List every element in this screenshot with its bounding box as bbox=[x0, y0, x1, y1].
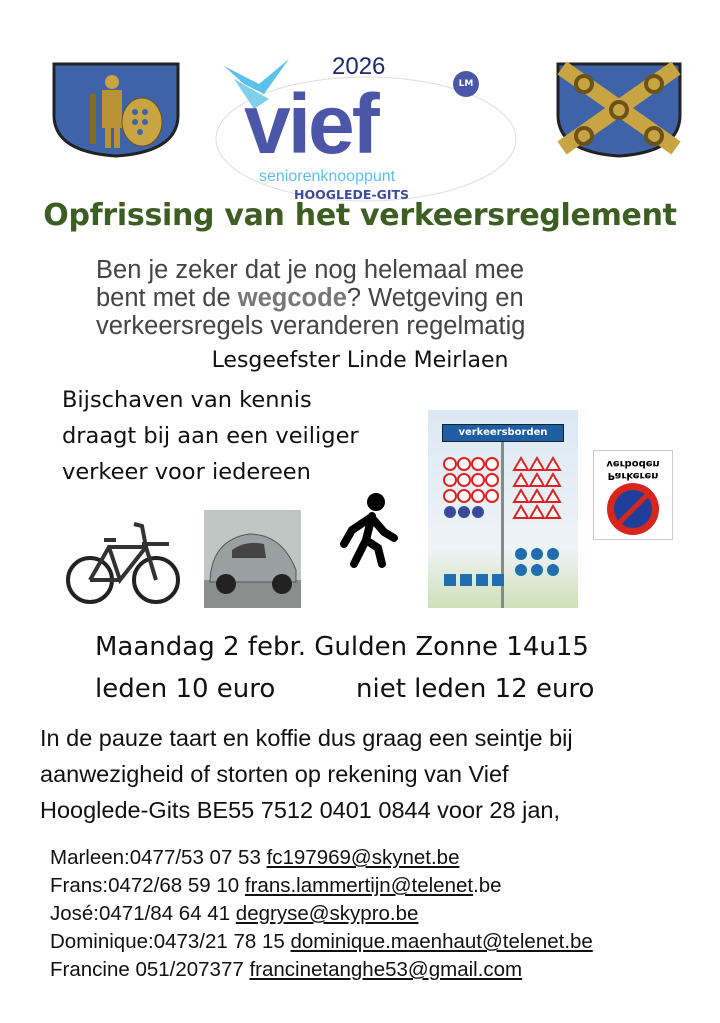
intro-line-1: Ben je zeker dat je nog helemaal mee bbox=[96, 256, 525, 284]
sign-text-line: Parkeren bbox=[607, 470, 659, 481]
contact-item bbox=[50, 900, 593, 928]
intro-text: ? Wetgeving en bbox=[346, 284, 524, 312]
contact-label: José:0471/84 64 41 bbox=[50, 902, 236, 925]
traffic-signs-poster bbox=[428, 410, 578, 608]
event-date-location: Maandag 2 febr. Gulden Zonne 14u15 bbox=[95, 632, 589, 662]
contact-item bbox=[50, 844, 593, 872]
contact-email-link[interactable]: francinetanghe53@gmail.com bbox=[249, 958, 523, 981]
logo-brand: vief bbox=[244, 77, 377, 171]
lm-badge: LM bbox=[458, 79, 474, 89]
contact-label: Frans:0472/68 59 10 bbox=[50, 874, 245, 897]
logo-year: 2026 bbox=[332, 53, 386, 80]
contact-label: Marleen:0477/53 07 53 bbox=[50, 846, 267, 869]
contact-email-link[interactable]: degryse@skypro.be bbox=[235, 902, 419, 925]
hooglede-coat-of-arms bbox=[50, 60, 182, 158]
poster-title: verkeersborden bbox=[442, 424, 564, 442]
car-image bbox=[204, 510, 301, 608]
note-line: aanwezigheid of storten op rekening van Vief bbox=[40, 761, 509, 787]
note-line: Hooglede-Gits BE55 7512 0401 0844 voor 28 jan, bbox=[40, 797, 560, 823]
sign-text-line: verboden bbox=[606, 458, 660, 469]
price-members: leden 10 euro bbox=[95, 674, 276, 704]
intro-line-3: verkeersregels veranderen regelmatig bbox=[96, 312, 526, 340]
gits-coat-of-arms bbox=[554, 60, 684, 158]
bicycle-image bbox=[64, 512, 182, 612]
contact-item bbox=[50, 928, 593, 956]
contact-item bbox=[50, 872, 593, 900]
price-non-members: niet leden 12 euro bbox=[356, 674, 595, 704]
payment-note bbox=[40, 720, 573, 828]
contact-email-link[interactable]: dominique.maenhaut@telenet.be bbox=[290, 930, 593, 953]
contact-label: Dominique:0473/21 78 15 bbox=[50, 930, 291, 953]
intro-line-2 bbox=[96, 284, 524, 312]
no-parking-sign bbox=[593, 450, 673, 540]
knowledge-line: verkeer voor iedereen bbox=[62, 459, 311, 485]
knowledge-line: Bijschaven van kennis bbox=[62, 387, 312, 413]
knowledge-text bbox=[62, 382, 359, 490]
contact-item bbox=[50, 956, 593, 984]
intro-text: bent met de bbox=[96, 284, 238, 312]
sign-text bbox=[594, 457, 672, 481]
contact-label: Francine 051/207377 bbox=[50, 958, 250, 981]
intro-highlight: wegcode bbox=[237, 284, 347, 312]
note-line: In de pauze taart en koffie dus graag een seintje bij bbox=[40, 725, 573, 751]
logo-tagline: seniorenknooppunt bbox=[259, 168, 396, 185]
vief-logo bbox=[214, 54, 518, 204]
page-title: Opfrissing van het verkeersreglement bbox=[43, 198, 677, 233]
pedestrian-icon bbox=[334, 492, 402, 568]
logo-location: HOOGLEDE-GITS bbox=[294, 187, 410, 202]
contact-email-link[interactable]: fc197969@skynet.be bbox=[266, 846, 460, 869]
teacher-name: Lesgeefster Linde Meirlaen bbox=[211, 348, 509, 373]
knowledge-line: draagt bij aan een veiliger bbox=[62, 423, 359, 449]
contact-email-link[interactable]: frans.lammertijn@telenet bbox=[244, 874, 474, 897]
contact-suffix: .be bbox=[473, 874, 502, 897]
contact-list bbox=[50, 844, 593, 984]
